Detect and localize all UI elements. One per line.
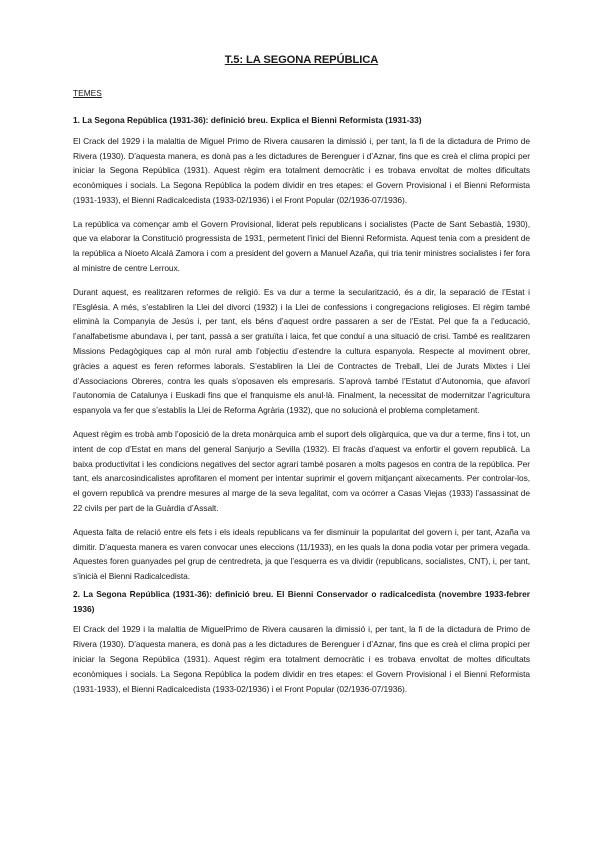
paragraph: El Crack del 1929 i la malaltia de Miguel Primo de Rivera causaren la dimissió i, per tant, la fi de la dictadura de Primo de Rivera (1930). D’aquesta manera, es donà pas a les dictadures de Berenguer i d’Aznar, fins que es creà el clima propici per iniciar la Segona República (1931). Aquest règim era totalment democràtic i es trobava envoltat de moltes dificultats econòmiques i socials. La Segona República la podem dividir en tres etapes: el Govern Provisional i el Bienni Reformista (1931-1933), el Bienni Radicalcedista (1933-02/1936) i el Front Popular (02/1936-07/1936). — [73, 135, 530, 205]
document-page — [73, 54, 530, 699]
section-2 — [73, 587, 530, 696]
paragraph: La república va començar amb el Govern Provisional, liderat pels republicans i socialistes (Pacte de Sant Sebastià, 1930), que va elaborar la Constitució progressista de 1931, permetent l’inici del Bienni Reformista. Aquest tenia com a president de la república a Nioeto Alcalá Zamora i com a president del govern a Manuel Azaña, qui tria tenir ministres socialistes i fer fora al ministre de centre Lerroux. — [73, 218, 530, 274]
paragraph: El Crack del 1929 i la malaltia de MiguelPrimo de Rivera causaren la dimissió i, per tant, la fi de la dictadura de Primo de Rivera (1930). D’aquesta manera, es donà pas a les dictadures de Berenguer i d’Aznar, fins que es creà el clima propici per iniciar la Segona República (1931). Aquest règim era totalment democràtic i es trobava envoltat de moltes dificultats econòmiques i socials. La Segona República la podem dividir en tres etapes: el Govern Provisional i el Bienni Reformista (1931-1933), el Bienni Radicalcedista (1933-02/1936) i el Front Popular (02/1936-07/1936). — [73, 624, 530, 694]
paragraph: Durant aquest, es realitzaren reformes de religió. Es va dur a terme la secularització, és a dir, la separació de l’Estat i l’Església. A més, s’establiren la Llei del divorci (1932) i la Llei de confessions i congregacions religioses. El règim també eliminà la Companyia de Jesús i, per tant, els béns d’aquest ordre passaren a ser de l’Estat. Pel que fa a l’educació, l’analfabetisme abundava i, per tant, passà a ser gratuïta i laica, fet que conduí a una situació de crisi. També es realitzaren Missions Pedagògiques cap al món rural amb l’objectiu d’estendre la cultura espanyola. Respecte al moviment obrer, gràcies a aquest es feren reformes laborals. S’establiren la Llei de Contractes de Treball, Llei de Jurats Mixtes i Llei d’Associacions Obreres, contra les quals s’oposaven els empresaris. S’aprovà també l’Estatut d’Autonomia, que afavorí l’autonomia de Catalunya i Euskadi fins que el franquisme els anul·là. Finalment, la necessitat de modernitzar l’agricultura espanyola va fer que s’establís la Llei de Reforma Agrària (1932), que no solucionà el problema completament. — [73, 286, 530, 416]
paragraph: Aquesta falta de relació entre els fets i els ideals republicans va fer disminuir la popularitat del govern i, per tant, Azaña va dimitir. D’aquesta manera es varen convocar unes eleccions (11/1933), en les quals la dona podia votar per primera vegada. Aquestes foren guanyades pel grup de centredreta, ja que l’esquerra es va dividir (republicans, socialistes, CNT), i, per tant, s’inicià el Bienni Radicalcedista. — [73, 526, 530, 582]
section-heading: 1. La Segona República (1931-36): definició breu. Explica el Bienni Reformista (1931-33) — [73, 115, 422, 125]
document-subtitle: TEMES — [73, 88, 102, 98]
section-1 — [73, 113, 530, 584]
paragraph: Aquest règim es trobà amb l’oposició de la dreta monàrquica amb el suport dels oligàrquica, que va dur a terme, fins i tot, un intent de cop d’Estat en mans del general Sanjurjo a Sevilla (1932). El fracàs d’aquest va enfortir el govern republicà. La baixa productivitat i les condicions negatives del sector agrari també posaren a molts pagesos en contra de la república. Per tant, els anarcosindicalistes aprofitaren el moment per intentar suprimir el govern mitjançant aixecaments. Per controlar-los, el govern republicà va prendre mesures al marge de la seva legalitat, com va ocórrer a Casas Viejas (1933) l’assassinat de 22 civils per part de la Guàrdia d’Assalt. — [73, 429, 530, 514]
section-heading: 2. La Segona República (1931-36): definició breu. El Bienni Conservador o radicalcedista (novembre 1933-febrer 1936) — [73, 589, 530, 614]
document-title: T.5: LA SEGONA REPÚBLICA — [224, 54, 379, 66]
